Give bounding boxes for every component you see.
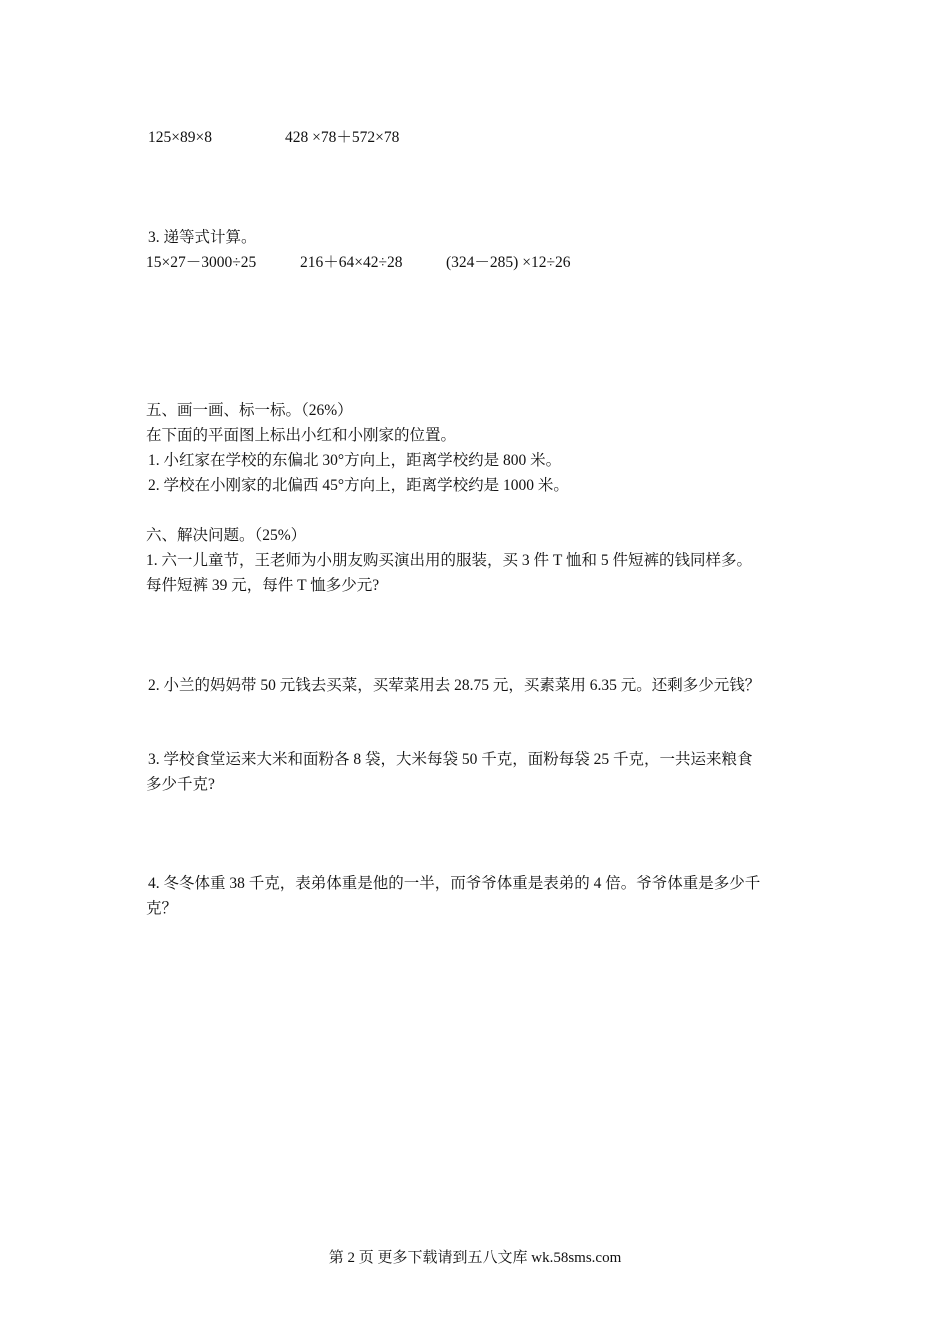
expression-1: 125×89×8 — [148, 129, 212, 146]
section-5-item-2: 2. 学校在小刚家的北偏西 45°方向上，距离学校约是 1000 米。 — [148, 477, 569, 494]
question-4-line-1: 4. 冬冬体重 38 千克，表弟体重是他的一半，而爷爷体重是表弟的 4 倍。爷爷体重是多少千 — [148, 875, 761, 892]
section-5-heading: 五、画一画、标一标。（26%） — [146, 402, 353, 419]
question-4-line-2: 克？ — [146, 900, 178, 917]
page-footer: 第 2 页 更多下载请到五八文库 wk.58sms.com — [328, 1250, 622, 1266]
expression-2: 428 ×78＋572×78 — [285, 129, 400, 146]
question-2: 2. 小兰的妈妈带 50 元钱去买菜，买荤菜用去 28.75 元，买素菜用 6.35 元。还剩多少元钱？ — [148, 677, 761, 694]
section-5-instruction: 在下面的平面图上标出小红和小刚家的位置。 — [146, 427, 457, 444]
expression-3: 15×27－3000÷25 — [146, 254, 257, 271]
expression-5: (324－285) ×12÷26 — [446, 254, 571, 271]
question-1-line-2: 每件短裤 39 元，每件 T 恤多少元? — [146, 577, 380, 594]
section-6-heading: 六、解决问题。（25%） — [146, 527, 307, 544]
expression-4: 216＋64×42÷28 — [300, 254, 403, 271]
question-3-line-1: 3. 学校食堂运来大米和面粉各 8 袋，大米每袋 50 千克，面粉每袋 25 千克，一共运来粮食 — [148, 751, 753, 768]
question-3-line-2: 多少千克? — [146, 776, 215, 793]
section-3-heading: 3. 递等式计算。 — [148, 229, 257, 246]
section-5-item-1: 1. 小红家在学校的东偏北 30°方向上，距离学校约是 800 米。 — [148, 452, 562, 469]
question-1-line-1: 1. 六一儿童节，王老师为小朋友购买演出用的服装，买 3 件 T 恤和 5 件短裤的钱同样多。 — [146, 552, 752, 569]
